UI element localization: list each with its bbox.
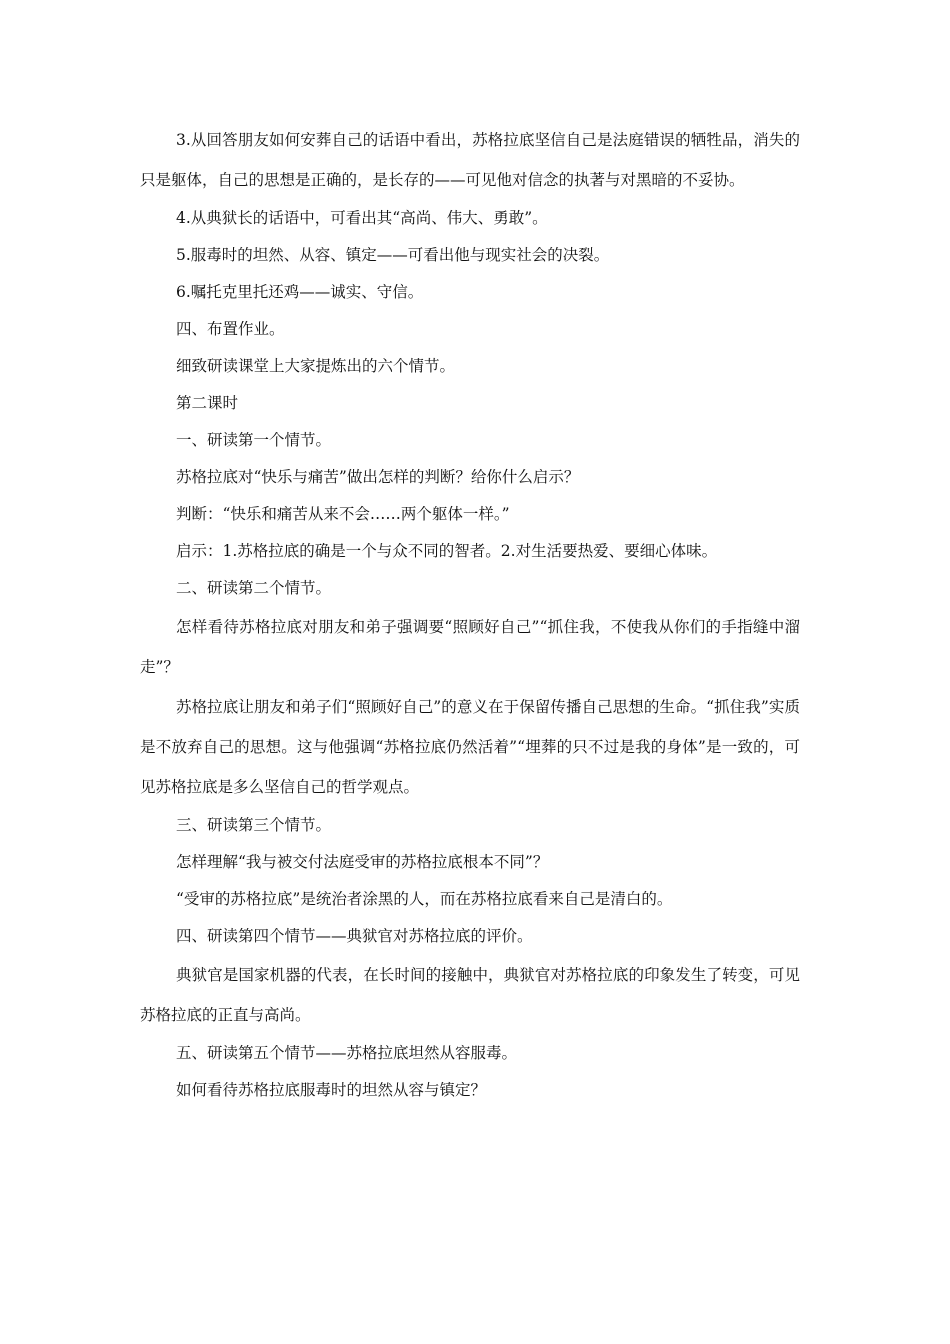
- section-heading-homework: 四、布置作业。: [176, 320, 285, 338]
- lesson-heading-second: 第二课时: [176, 394, 239, 412]
- paragraph-21: 如何看待苏格拉底服毒时的坦然从容与镇定？: [176, 1081, 487, 1099]
- paragraph-19: 典狱官是国家机器的代表，在长时间的接触中，典狱官对苏格拉底的印象发生了转变，可见苏格拉底的正直与高尚。: [140, 966, 800, 1024]
- section-heading-plot-3: 三、研读第三个情节。: [176, 816, 332, 834]
- paragraph-17: “受审的苏格拉底”是统治者涂黑的人，而在苏格拉底看来自己是清白的。: [176, 890, 673, 908]
- paragraph-16: 怎样理解“我与被交付法庭受审的苏格拉底根本不同”？: [176, 853, 549, 871]
- paragraph-3: 5.服毒时的坦然、从容、镇定——可看出他与现实社会的决裂。: [176, 246, 610, 264]
- paragraph-9: 苏格拉底对“快乐与痛苦”做出怎样的判断？给你什么启示？: [176, 468, 580, 486]
- section-heading-plot-2: 二、研读第二个情节。: [176, 579, 332, 597]
- section-heading-plot-1: 一、研读第一个情节。: [176, 431, 332, 449]
- section-heading-plot-5: 五、研读第五个情节——苏格拉底坦然从容服毒。: [176, 1044, 518, 1062]
- paragraph-6: 细致研读课堂上大家提炼出的六个情节。: [176, 357, 456, 375]
- document-body: [140, 120, 800, 1109]
- section-heading-plot-4: 四、研读第四个情节——典狱官对苏格拉底的评价。: [176, 927, 533, 945]
- paragraph-11: 启示：1.苏格拉底的确是一个与众不同的智者。2.对生活要热爱、要细心体味。: [176, 542, 718, 560]
- paragraph-1: 3.从回答朋友如何安葬自己的话语中看出，苏格拉底坚信自己是法庭错误的牺牲品，消失的只是躯体，自己的思想是正确的，是长存的——可见他对信念的执著与对黑暗的不妥协。: [140, 131, 800, 189]
- paragraph-10: 判断：“快乐和痛苦从来不会……两个躯体一样。”: [176, 505, 510, 523]
- paragraph-13: 怎样看待苏格拉底对朋友和弟子强调要“照顾好自己”“抓住我，不使我从你们的手指缝中溜走”？: [140, 618, 800, 676]
- paragraph-4: 6.嘱托克里托还鸡——诚实、守信。: [176, 283, 424, 301]
- paragraph-14: 苏格拉底让朋友和弟子们“照顾好自己”的意义在于保留传播自己思想的生命。“抓住我”实质是不放弃自己的思想。这与他强调“苏格拉底仍然活着”“埋葬的只不过是我的身体”是一致的，可见苏格拉底是多么坚信自己的哲学观点。: [140, 698, 800, 796]
- paragraph-2: 4.从典狱长的话语中，可看出其“高尚、伟大、勇敢”。: [176, 209, 548, 227]
